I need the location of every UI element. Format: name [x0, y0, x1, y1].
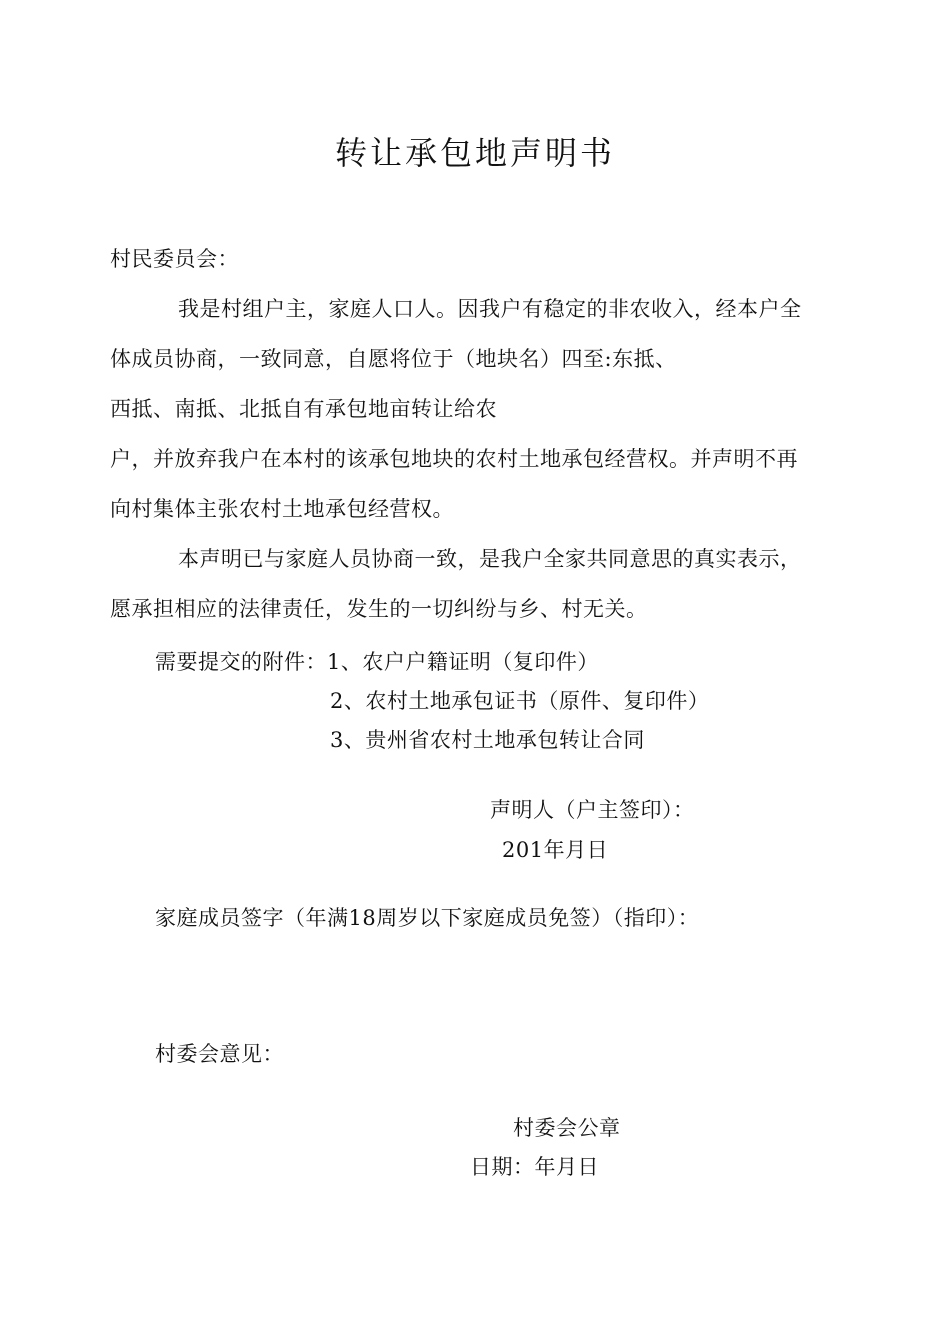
paragraph2-line2: 愿承担相应的法律责任，发生的一切纠纷与乡、村无关。 [110, 597, 648, 621]
family-signature-label: 家庭成员签字（年满18周岁以下家庭成员免签）（指印）： [155, 906, 700, 930]
paragraph1-line2: 体成员协商，一致同意，自愿将位于（地块名）四至:东抵、 [110, 347, 677, 371]
attachment-item-3: 3、贵州省农村土地承包转让合同 [330, 728, 645, 752]
paragraph1-line1: 我是村组户主，家庭人口人。因我户有稳定的非农收入，经本户全 [178, 297, 802, 321]
document-title: 转让承包地声明书 [334, 134, 615, 172]
paragraph1-line4: 户，并放弃我户在本村的该承包地块的农村土地承包经营权。并声明不再 [110, 447, 798, 471]
paragraph2-line1: 本声明已与家庭人员协商一致，是我户全家共同意思的真实表示， [178, 547, 802, 571]
paragraph1-line5: 向村集体主张农村土地承包经营权。 [110, 497, 454, 521]
paragraph1-line3: 西抵、南抵、北抵自有承包地亩转让给农 [110, 397, 497, 421]
attachments-heading [155, 648, 599, 676]
committee-opinion-label: 村委会意见： [155, 1042, 284, 1066]
declarant-date: 201年月日 [502, 838, 609, 862]
committee-seal-label: 村委会公章 [513, 1116, 621, 1140]
attachments-label: 需要提交的附件： [155, 650, 327, 674]
committee-date: 日期：年月日 [470, 1155, 599, 1179]
attachment-item-1: 1、农户户籍证明（复印件） [327, 650, 599, 674]
attachment-item-2: 2、农村土地承包证书（原件、复印件） [330, 689, 710, 713]
salutation: 村民委员会： [110, 247, 239, 271]
declarant-signature-label: 声明人（户主签印）： [490, 798, 695, 822]
